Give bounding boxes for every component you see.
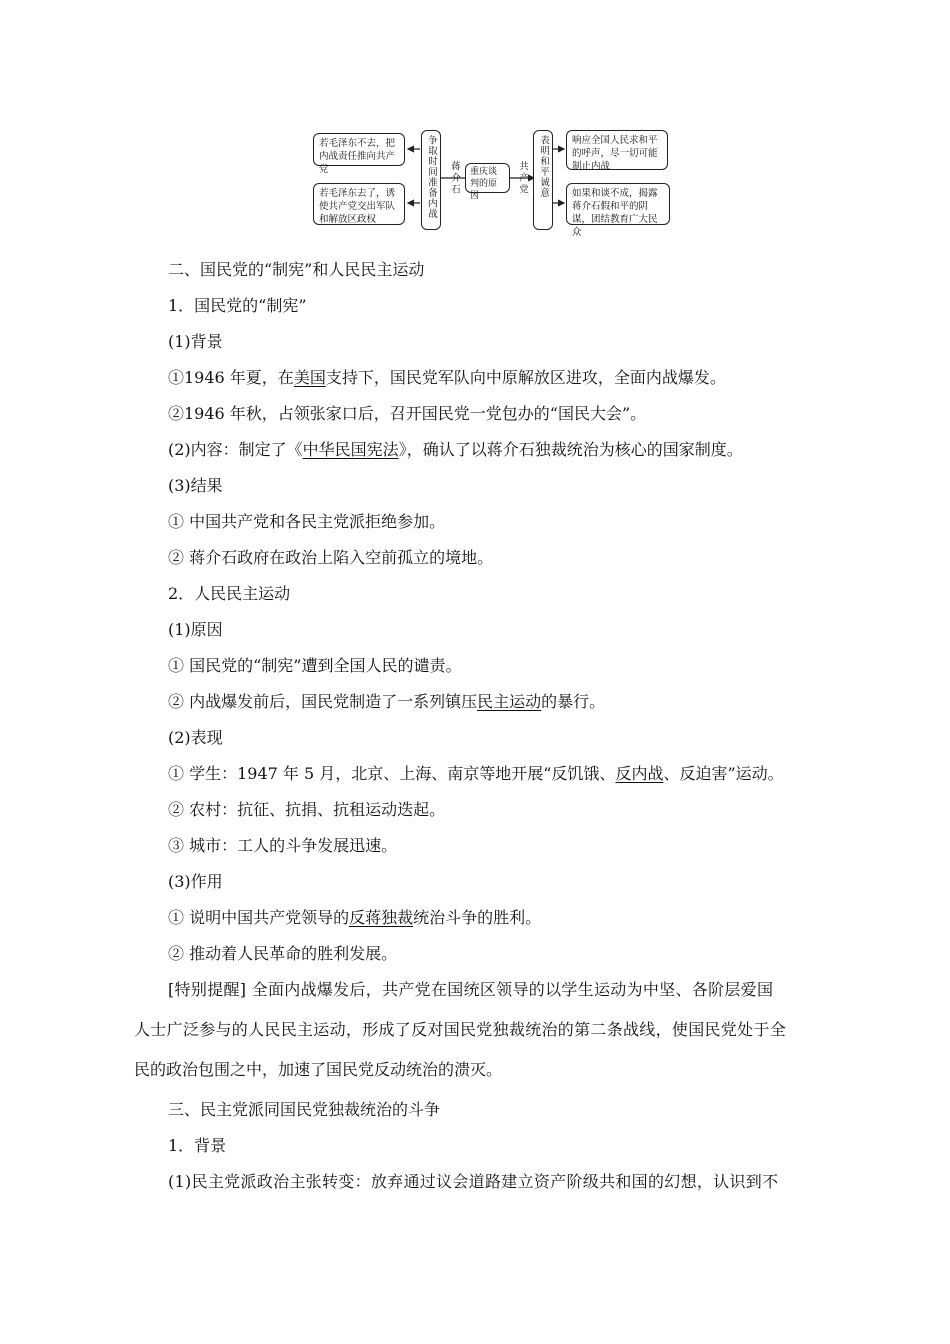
text-line: ①1946 年夏，在美国支持下，国民党军队向中原解放区进攻，全面内战爆发。	[168, 368, 726, 387]
text-line: (2)内容：制定了《中华民国宪法》，确认了以蒋介石独裁统治为核心的国家制度。	[168, 440, 743, 459]
right-vertical-text: 表明和平诚意	[538, 135, 549, 198]
item-heading: (1)原因	[168, 620, 223, 639]
text-line: ③ 城市：工人的斗争发展迅速。	[168, 836, 398, 855]
item-heading: (2)表现	[168, 728, 223, 747]
section-heading: 三、民主党派同国民党独裁统治的斗争	[168, 1100, 441, 1119]
right-label-cpc: 共产党	[517, 161, 528, 196]
underlined-term: 反蒋独裁	[349, 908, 414, 927]
text-line: ① 说明中国共产党领导的反蒋独裁统治斗争的胜利。	[168, 908, 542, 927]
underlined-term: 美国	[293, 368, 326, 387]
underlined-term: 民主运动	[477, 692, 542, 711]
right-bottom-box: 如果和谈不成，揭露蒋介石假和平的阴谋，团结教育广大民众	[566, 183, 670, 225]
text-line: ② 农村：抗征、抗捐、抗租运动迭起。	[168, 800, 446, 819]
text-line: ① 学生：1947 年 5 月，北京、上海、南京等地开展“反饥饿、反内战、反迫害”运动。	[168, 764, 784, 783]
item-heading: (3)结果	[168, 476, 223, 495]
subsection-title: 1．国民党的“制宪”	[168, 296, 307, 315]
item-heading: (1)背景	[168, 332, 223, 351]
text-line: ② 蒋介石政府在政治上陷入空前孤立的境地。	[168, 548, 494, 567]
item-heading: (3)作用	[168, 872, 223, 891]
note-line: [特别提醒] 全面内战爆发后，共产党在国统区领导的以学生运动为中坚、各阶层爱国	[168, 980, 774, 999]
note-line: 民的政治包围之中，加速了国民党反动统治的溃灭。	[134, 1060, 503, 1079]
left-top-box: 若毛泽东不去，把内战责任推向共产党	[313, 133, 405, 166]
underlined-term: 反内战	[615, 764, 664, 783]
center-box: 重庆谈判的原因	[465, 163, 510, 193]
text-line: (1)民主党派政治主张转变：放弃通过议会道路建立资产阶级共和国的幻想，认识到不	[168, 1172, 779, 1191]
left-vertical-box	[421, 130, 441, 230]
left-label-jiang: 蒋介石	[449, 161, 460, 196]
underlined-term: 中华民国宪法	[302, 440, 399, 459]
text-line: ② 内战爆发前后，国民党制造了一系列镇压民主运动的暴行。	[168, 692, 606, 711]
left-vertical-text: 争取时间准备内战	[426, 135, 437, 219]
text-line: ① 国民党的“制宪”遭到全国人民的谴责。	[168, 656, 462, 675]
right-top-box: 响应全国人民求和平的呼声，尽一切可能制止内战	[566, 130, 668, 170]
text-line: ② 推动着人民革命的胜利发展。	[168, 944, 398, 963]
text-line: ① 中国共产党和各民主党派拒绝参加。	[168, 512, 446, 531]
subsection-title: 1．背景	[168, 1136, 227, 1155]
text-line: ②1946 年秋，占领张家口后，召开国民党一党包办的“国民大会”。	[168, 404, 647, 423]
right-vertical-box	[533, 130, 553, 230]
note-line: 人士广泛参与的人民民主运动，形成了反对国民党独裁统治的第二条战线，使国民党处于全	[134, 1020, 787, 1039]
chongqing-negotiation-diagram	[300, 125, 680, 238]
left-bottom-box: 若毛泽东去了，诱使共产党交出军队和解放区政权	[313, 183, 405, 225]
subsection-title: 2．人民民主运动	[168, 584, 291, 603]
section-heading: 二、国民党的“制宪”和人民民主运动	[168, 260, 425, 279]
